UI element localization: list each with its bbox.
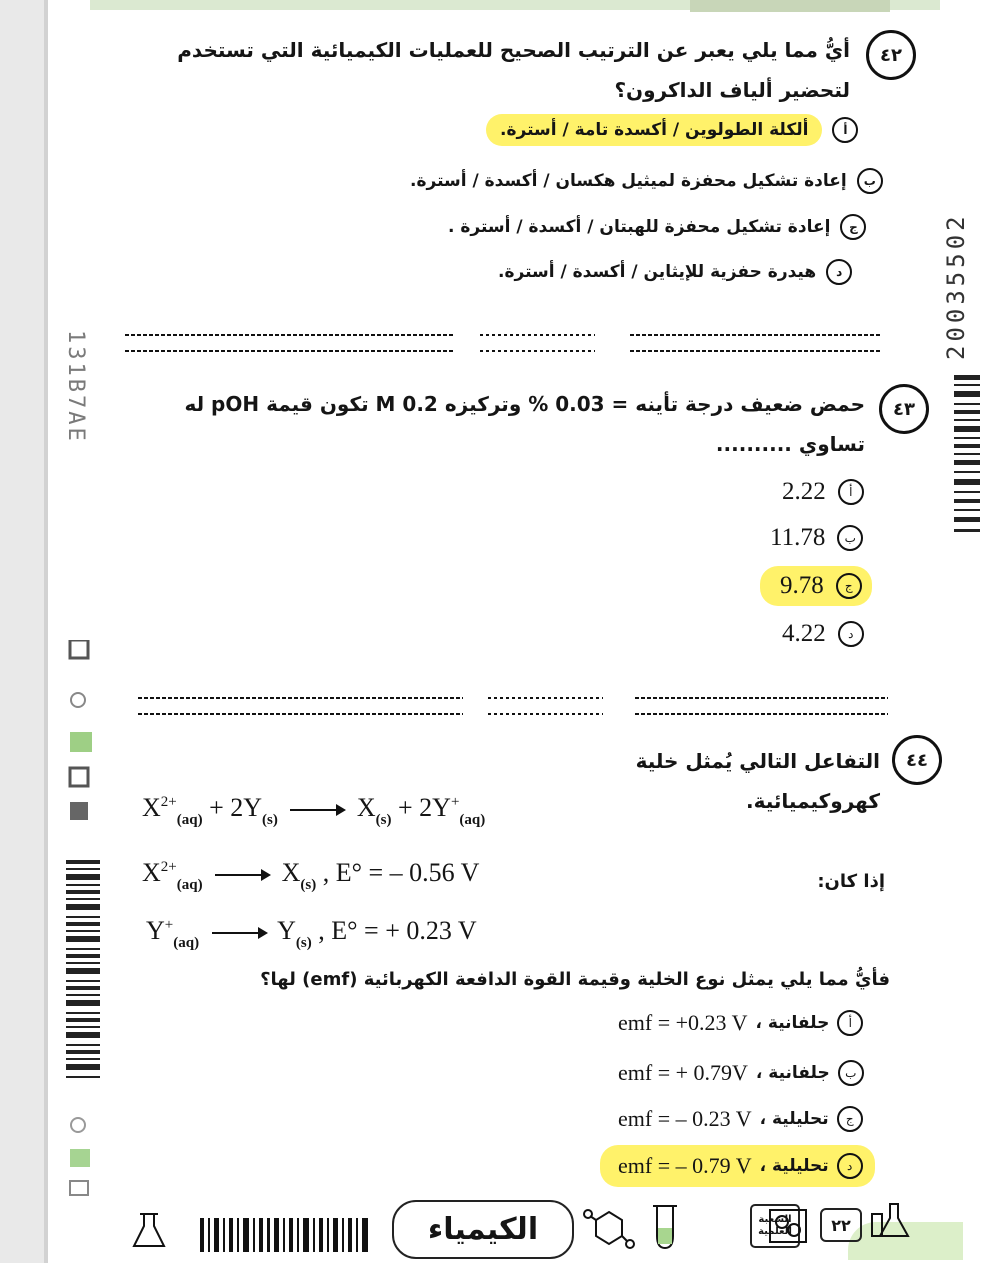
charge-superscript: +	[450, 794, 460, 810]
q44-option-a[interactable]	[618, 1010, 863, 1036]
charge-superscript: 2+	[160, 859, 177, 875]
q44-option-a-emf: emf = +0.23 V	[618, 1010, 748, 1035]
page-left-margin	[0, 0, 48, 1263]
q43-option-a-value: 2.22	[782, 478, 826, 505]
q42-option-d[interactable]	[498, 259, 852, 285]
atom-grid-icon	[768, 1208, 808, 1244]
q44-option-b-emf: emf = + 0.79V	[618, 1060, 748, 1085]
half1-potential: , E° = – 0.56 V	[322, 858, 480, 887]
reaction-arrow-icon	[290, 809, 344, 811]
reactant-x: X	[142, 793, 161, 822]
q44-option-a-type: جلفانية ،	[755, 1013, 830, 1033]
state-subscript: (aq)	[173, 935, 200, 951]
q44-option-d-type: تحليلية ،	[759, 1156, 829, 1176]
state-subscript: (s)	[295, 935, 312, 951]
state-subscript: (aq)	[176, 877, 203, 893]
section-divider-1	[125, 325, 885, 361]
question-number-42: ٤٢	[866, 30, 916, 80]
reaction-arrow-icon	[212, 932, 266, 934]
question-42-text: أيُّ مما يلي يعبر عن الترتيب الصحيح للعمليات الكيميائية التي تستخدم لتحضير ألياف الداكرون؟	[177, 38, 850, 102]
if-label: إذا كان:	[817, 871, 885, 892]
question-44-intro: التفاعل التالي يُمثل خلية كهروكيميائية.	[635, 749, 880, 813]
state-subscript: (aq)	[459, 812, 486, 828]
half2-potential: , E° = + 0.23 V	[318, 916, 477, 945]
half2-left: Y	[146, 916, 165, 945]
page-number: ٢٢	[820, 1208, 862, 1242]
option-d-marker: د	[826, 259, 852, 285]
q43-option-c[interactable]	[760, 566, 872, 606]
footer-barcode	[200, 1218, 370, 1252]
left-margin-lower-icons	[64, 1115, 100, 1205]
subject-label: الكيمياء	[392, 1200, 574, 1259]
q44-option-c-emf: emf = – 0.23 V	[618, 1106, 752, 1131]
reaction-arrow-icon	[215, 874, 269, 876]
section-divider-2	[138, 688, 893, 724]
left-margin-icons	[64, 640, 100, 860]
option-a-marker: أ	[832, 117, 858, 143]
q42-option-b[interactable]	[410, 168, 883, 194]
q43-option-c-value: 9.78	[780, 572, 824, 599]
state-subscript: (aq)	[176, 812, 203, 828]
left-barcode	[66, 860, 100, 1090]
option-c-marker: ج	[840, 214, 866, 240]
half1-left: X	[142, 858, 161, 887]
question-number-44: ٤٤	[892, 735, 942, 785]
half-reaction-y	[146, 916, 477, 951]
question-44-text: فأيُّ مما يلي يمثل نوع الخلية وقيمة القوة الدافعة الكهربائية (emf) لها؟	[260, 969, 890, 990]
product-x: X	[356, 793, 376, 822]
section-badge: الشعبة العلمية	[750, 1204, 800, 1248]
q43-option-b-value: 11.78	[770, 524, 826, 551]
q44-option-b[interactable]	[618, 1060, 864, 1086]
top-print-strip	[90, 0, 940, 14]
molecule-icon	[580, 1204, 638, 1254]
q42-option-a-text: ألكلة الطولوين / أكسدة تامة / أسترة.	[486, 114, 822, 146]
state-subscript: (s)	[262, 812, 278, 828]
charge-superscript: 2+	[160, 794, 177, 810]
lab-equipment-icon	[868, 1200, 916, 1242]
option-c-marker: ج	[836, 573, 862, 599]
option-b-marker: ب	[838, 1060, 864, 1086]
option-b-marker: ب	[837, 525, 863, 551]
question-43-text: حمض ضعيف درجة تأينه = 0.03 % وتركيزه 0.2 M تكون قيمة pOH له تساوي ..........	[184, 392, 865, 456]
option-d-marker: د	[837, 1153, 863, 1179]
footer	[130, 1200, 970, 1260]
option-b-marker: ب	[857, 168, 883, 194]
half1-right: X	[281, 858, 301, 887]
q43-option-d-value: 4.22	[782, 620, 826, 647]
q42-option-d-text: هيدرة حفزية للإيثاين / أكسدة / أسترة.	[498, 262, 817, 282]
question-number-43: ٤٣	[879, 384, 929, 434]
state-subscript: (s)	[300, 877, 317, 893]
q42-option-a[interactable]	[486, 114, 858, 146]
half-reaction-x	[142, 858, 480, 893]
reactant-y: + 2Y	[209, 793, 263, 822]
half2-right: Y	[277, 916, 296, 945]
state-subscript: (s)	[375, 812, 392, 828]
lab-flask-icon	[130, 1210, 172, 1252]
right-barcode	[954, 375, 980, 535]
q43-option-d[interactable]	[782, 620, 864, 648]
q44-option-d[interactable]	[600, 1145, 875, 1187]
left-side-code: 131B7AE	[63, 330, 88, 444]
test-tube-icon	[645, 1202, 689, 1254]
q42-option-c-text: إعادة تشكيل محفزة للهبتان / أكسدة / أسترة .	[448, 217, 831, 237]
q44-option-c-type: تحليلية ،	[759, 1109, 829, 1129]
option-a-marker: أ	[837, 1010, 863, 1036]
option-a-marker: أ	[838, 479, 864, 505]
q44-option-c[interactable]	[618, 1106, 863, 1132]
q43-option-b[interactable]	[770, 524, 863, 552]
product-y: + 2Y	[397, 793, 451, 822]
main-reaction	[142, 793, 486, 828]
option-d-marker: د	[838, 621, 864, 647]
q44-option-d-emf: emf = – 0.79 V	[618, 1153, 752, 1178]
right-side-code: 20035502	[942, 212, 970, 360]
q44-option-b-type: جلفانية ،	[755, 1063, 830, 1083]
q42-option-b-text: إعادة تشكيل محفزة لميثيل هكسان / أكسدة / أسترة.	[410, 171, 847, 191]
charge-superscript: +	[164, 917, 174, 933]
q42-option-c[interactable]	[448, 214, 866, 240]
q43-option-a[interactable]	[782, 478, 864, 506]
option-c-marker: ج	[837, 1106, 863, 1132]
